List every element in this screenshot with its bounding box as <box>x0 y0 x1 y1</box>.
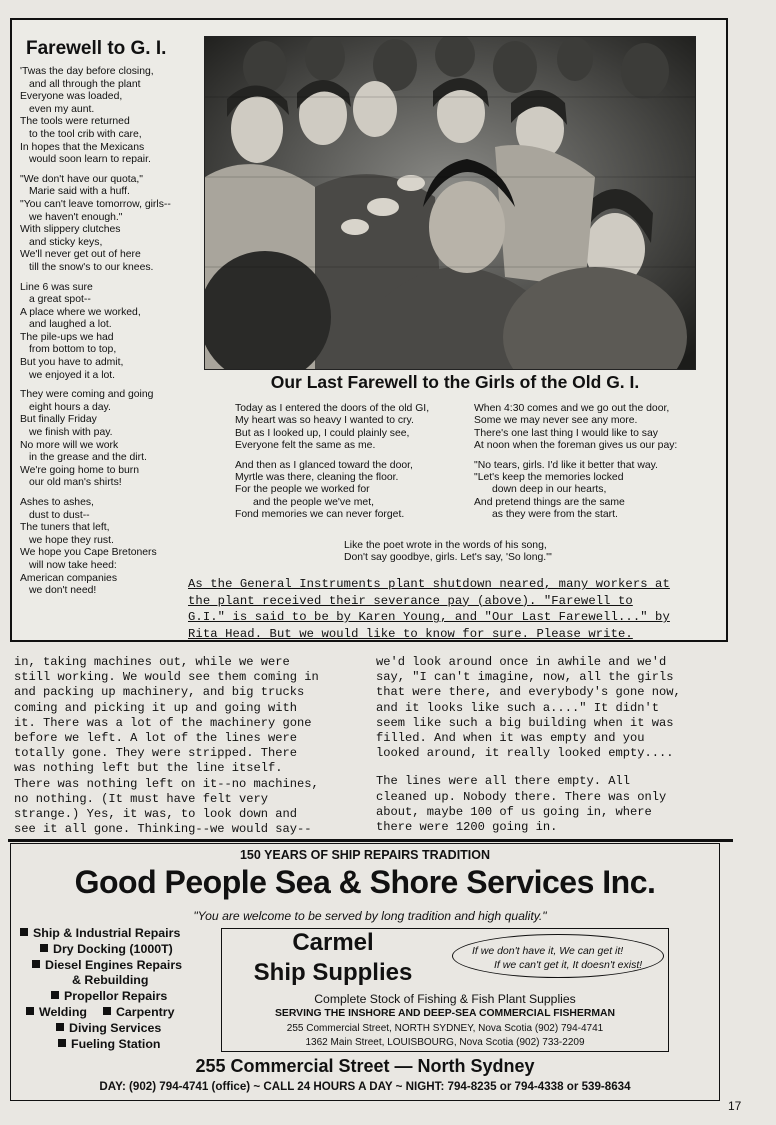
song-stanza <box>474 403 714 453</box>
ad-company-name: Good People Sea & Shore Services Inc. <box>74 864 656 900</box>
body-line: about, maybe 100 of us going in, where <box>376 804 652 819</box>
poem-line: Everyone was loaded, <box>20 91 123 103</box>
paragraph-gap <box>376 761 681 774</box>
body-line: was nothing left but the line itself. <box>14 761 283 776</box>
poem-line: Ashes to ashes, <box>20 497 94 508</box>
song-line: At noon when the foreman gives us our pay: <box>474 440 678 452</box>
song-line: My heart was so heavy I wanted to cry. <box>235 415 414 427</box>
bullet-square-icon <box>20 928 28 936</box>
bullet-square-icon <box>103 1007 111 1015</box>
carmel-address-louisbourg: 1362 Main Street, LOUISBOURG, Nova Scotia (902) 733-2209 <box>305 1037 585 1048</box>
poem-line: from bottom to top, <box>29 344 117 356</box>
carmel-stock-line: Complete Stock of Fishing & Fish Plant Supplies <box>314 992 576 1006</box>
bullet-square-icon <box>51 991 59 999</box>
song-stanza <box>235 460 475 522</box>
poem-line: We hope you Cape Bretoners <box>20 547 157 559</box>
song-left-column <box>235 403 475 529</box>
poem-line: till the snow's to our knees. <box>29 261 154 273</box>
carmel-title <box>228 928 438 988</box>
poem-line: and laughed a lot. <box>29 319 112 331</box>
poem-line: With slippery clutches <box>20 224 121 236</box>
ad-tagline: 150 YEARS OF SHIP REPAIRS TRADITION <box>239 848 491 862</box>
song-line: Fond memories we can never forget. <box>235 509 405 521</box>
bullet-square-icon <box>56 1023 64 1031</box>
carmel-title-line2: Ship Supplies <box>253 959 413 986</box>
body-line: in, taking machines out, while we were <box>14 655 290 669</box>
ad-main-address: 255 Commercial Street — North Sydney <box>195 1056 535 1076</box>
song-line: For the people we worked for <box>235 484 370 496</box>
body-line: no nothing. (It must have felt very <box>14 791 269 806</box>
song-right-column <box>474 403 714 529</box>
poem-line: In hopes that the Mexicans <box>20 141 145 153</box>
page-number: 17 <box>728 1099 742 1113</box>
service-label: Ship & Industrial Repairs <box>33 926 181 940</box>
song-line: And pretend things are the same <box>474 496 625 508</box>
body-line: before we left. A lot of the lines were <box>14 731 298 746</box>
poem-line: in the grease and the dirt. <box>29 452 147 464</box>
poem-line: The tuners that left, <box>20 522 110 534</box>
poem-line: dust to dust-- <box>29 509 90 521</box>
poem-stanza <box>20 497 200 598</box>
poem-line: to the tool crib with care, <box>29 128 142 140</box>
poem-stanza <box>20 174 200 275</box>
photo-image <box>205 37 696 370</box>
body-line: say, "I can't imagine, now, all the girls <box>376 670 674 685</box>
song-line: Some we may never see any more. <box>474 415 638 427</box>
poem-line: We'll never get out of here <box>20 249 141 261</box>
poem-stanza <box>20 389 200 490</box>
body-line: see it all gone. Thinking--we would say-- <box>14 822 312 837</box>
ad-hours-line: DAY: (902) 794-4741 (office) ~ CALL 24 HOURS A DAY ~ NIGHT: 794-8235 or 794-4338 or 539-8634 <box>99 1080 631 1093</box>
workers-photo <box>204 36 696 370</box>
service-item <box>20 1021 220 1037</box>
poem-line: We're going home to burn <box>20 464 140 476</box>
song-line: There's one last thing I would like to say <box>474 427 658 439</box>
caption-line: G.I." is said to be by Karen Young, and "Our Last Farewell..." by <box>188 610 670 624</box>
poem-line: Line 6 was sure <box>20 281 93 293</box>
service-item <box>20 989 220 1005</box>
song-title: Our Last Farewell to the Girls of the Old G. I. <box>270 372 640 392</box>
bullet-square-icon <box>26 1007 34 1015</box>
service-item <box>20 1005 220 1021</box>
poem-line: will now take heed: <box>29 559 117 571</box>
song-line: Don't say goodbye, girls. Let's say, 'So long.'" <box>344 552 552 564</box>
service-item <box>20 926 220 942</box>
song-closing-lines <box>344 540 644 565</box>
bullet-square-icon <box>40 944 48 952</box>
bullet-square-icon <box>58 1039 66 1047</box>
carmel-address-north-sydney: 255 Commercial Street, NORTH SYDNEY, Nova Scotia (902) 794-4741 <box>286 1023 604 1034</box>
song-line: When 4:30 comes and we go out the door, <box>474 403 670 414</box>
body-line: we'd look around once in awhile and we'd <box>376 655 667 669</box>
poem-farewell-to-gi <box>20 66 200 605</box>
service-label: Diving Services <box>69 1020 162 1035</box>
body-line: There was nothing left on it--no machines, <box>14 776 319 791</box>
body-line: seem like such a big building when it was <box>376 715 674 730</box>
poem-line: But you have to admit, <box>20 357 124 369</box>
song-line: Myrtle was there, cleaning the floor. <box>235 472 399 484</box>
service-label: Diesel Engines Repairs <box>45 957 183 972</box>
poem-title: Farewell to G. I. <box>26 38 167 59</box>
song-line: down deep in our hearts, <box>492 484 607 496</box>
caption-line: As the General Instruments plant shutdown neared, many workers at <box>188 577 670 591</box>
song-line: But as I looked up, I could plainly see, <box>235 427 410 439</box>
song-stanza <box>474 460 714 522</box>
body-line: that were there, and everybody's gone now, <box>376 685 681 700</box>
body-line: totally gone. They were stripped. There <box>14 746 298 761</box>
service-label: Carpentry <box>115 1004 175 1019</box>
ad-slogan: "You are welcome to be served by long tradition and high quality." <box>193 909 547 923</box>
poem-line: and sticky keys, <box>29 236 103 248</box>
song-line: Like the poet wrote in the words of his song, <box>344 540 547 551</box>
body-line: there were 1200 going in. <box>376 820 558 835</box>
service-item <box>20 958 220 974</box>
poem-line: "We don't have our quota," <box>20 173 143 185</box>
body-line: looked around, it really looked empty.... <box>376 746 674 761</box>
service-item <box>20 973 220 989</box>
song-line: as they were from the start. <box>492 509 618 521</box>
bullet-square-icon <box>32 960 40 968</box>
song-line: Today as I entered the doors of the old GI, <box>235 403 430 414</box>
body-line: and it looks like such a...." It didn't <box>376 700 660 715</box>
photo-caption <box>188 576 723 642</box>
poem-line: our old man's shirts! <box>29 477 122 489</box>
oval-text-line1: If we don't have it, We can get it! <box>472 945 624 957</box>
song-line: Everyone felt the same as me. <box>235 440 376 452</box>
poem-line: A place where we worked, <box>20 306 141 318</box>
poem-line: American companies <box>20 572 118 584</box>
carmel-serving-line: SERVING THE INSHORE AND DEEP-SEA COMMERCIAL FISHERMAN <box>274 1008 616 1019</box>
poem-line: "You can't leave tomorrow, girls-- <box>20 198 171 210</box>
poem-stanza <box>20 282 200 383</box>
body-line: still working. We would see them coming in <box>14 670 319 685</box>
song-line: And then as I glanced toward the door, <box>235 459 413 471</box>
service-item <box>20 942 220 958</box>
poem-line: would soon learn to repair. <box>29 154 151 166</box>
carmel-title-line1: Carmel <box>292 929 374 956</box>
poem-line: we don't need! <box>29 585 97 597</box>
poem-line: we haven't enough." <box>29 211 123 223</box>
service-label: Dry Docking (1000T) <box>53 941 173 956</box>
body-line: filled. And when it was empty and you <box>376 731 645 746</box>
song-line: "No tears, girls. I'd like it better that way. <box>474 459 658 471</box>
poem-line: we hope they rust. <box>29 534 114 546</box>
service-label: Welding <box>39 1004 87 1019</box>
body-text-left-column <box>14 655 319 837</box>
body-line: strange.) Yes, it was, to look down and <box>14 807 298 822</box>
poem-line: eight hours a day. <box>29 401 111 413</box>
body-line: and packing up machinery, and big trucks <box>14 685 305 700</box>
service-label: Propellor Repairs <box>64 989 168 1004</box>
poem-line: No more will we work <box>20 439 119 451</box>
poem-line: and all through the plant <box>29 78 141 90</box>
services-list <box>20 926 220 1052</box>
poem-line: we enjoyed it a lot. <box>29 369 116 381</box>
body-line: The lines were all there empty. All <box>376 774 631 789</box>
body-line: it. There was a lot of the machinery gone <box>14 715 312 730</box>
song-line: and the people we've met, <box>253 496 374 508</box>
body-line: cleaned up. Nobody there. There was only <box>376 789 667 804</box>
poem-line: But finally Friday <box>20 414 97 426</box>
poem-line: They were coming and going <box>20 389 154 401</box>
song-line: "Let's keep the memories locked <box>474 472 624 484</box>
poem-line: even my aunt. <box>29 103 95 115</box>
poem-line: Marie said with a huff. <box>29 186 130 198</box>
song-stanza <box>235 403 475 453</box>
service-label: & Rebuilding <box>72 973 149 988</box>
poem-line: The pile-ups we had <box>20 331 114 343</box>
body-line: coming and picking it up and going with <box>14 700 298 715</box>
caption-line: Rita Head. But we would like to know for sure. Please write. <box>188 626 633 641</box>
service-label: Fueling Station <box>71 1036 161 1051</box>
service-item <box>20 1037 220 1053</box>
poem-line: 'Twas the day before closing, <box>20 66 154 77</box>
poem-line: The tools were returned <box>20 116 130 128</box>
body-text-right-column <box>376 655 681 835</box>
poem-stanza <box>20 66 200 167</box>
caption-line: the plant received their severance pay (above). "Farewell to <box>188 593 633 608</box>
poem-line: we finish with pay. <box>29 427 113 439</box>
ad-top-rule <box>8 839 733 842</box>
poem-line: a great spot-- <box>29 294 91 306</box>
oval-text-line2: If we can't get it, It doesn't exist! <box>494 959 643 971</box>
